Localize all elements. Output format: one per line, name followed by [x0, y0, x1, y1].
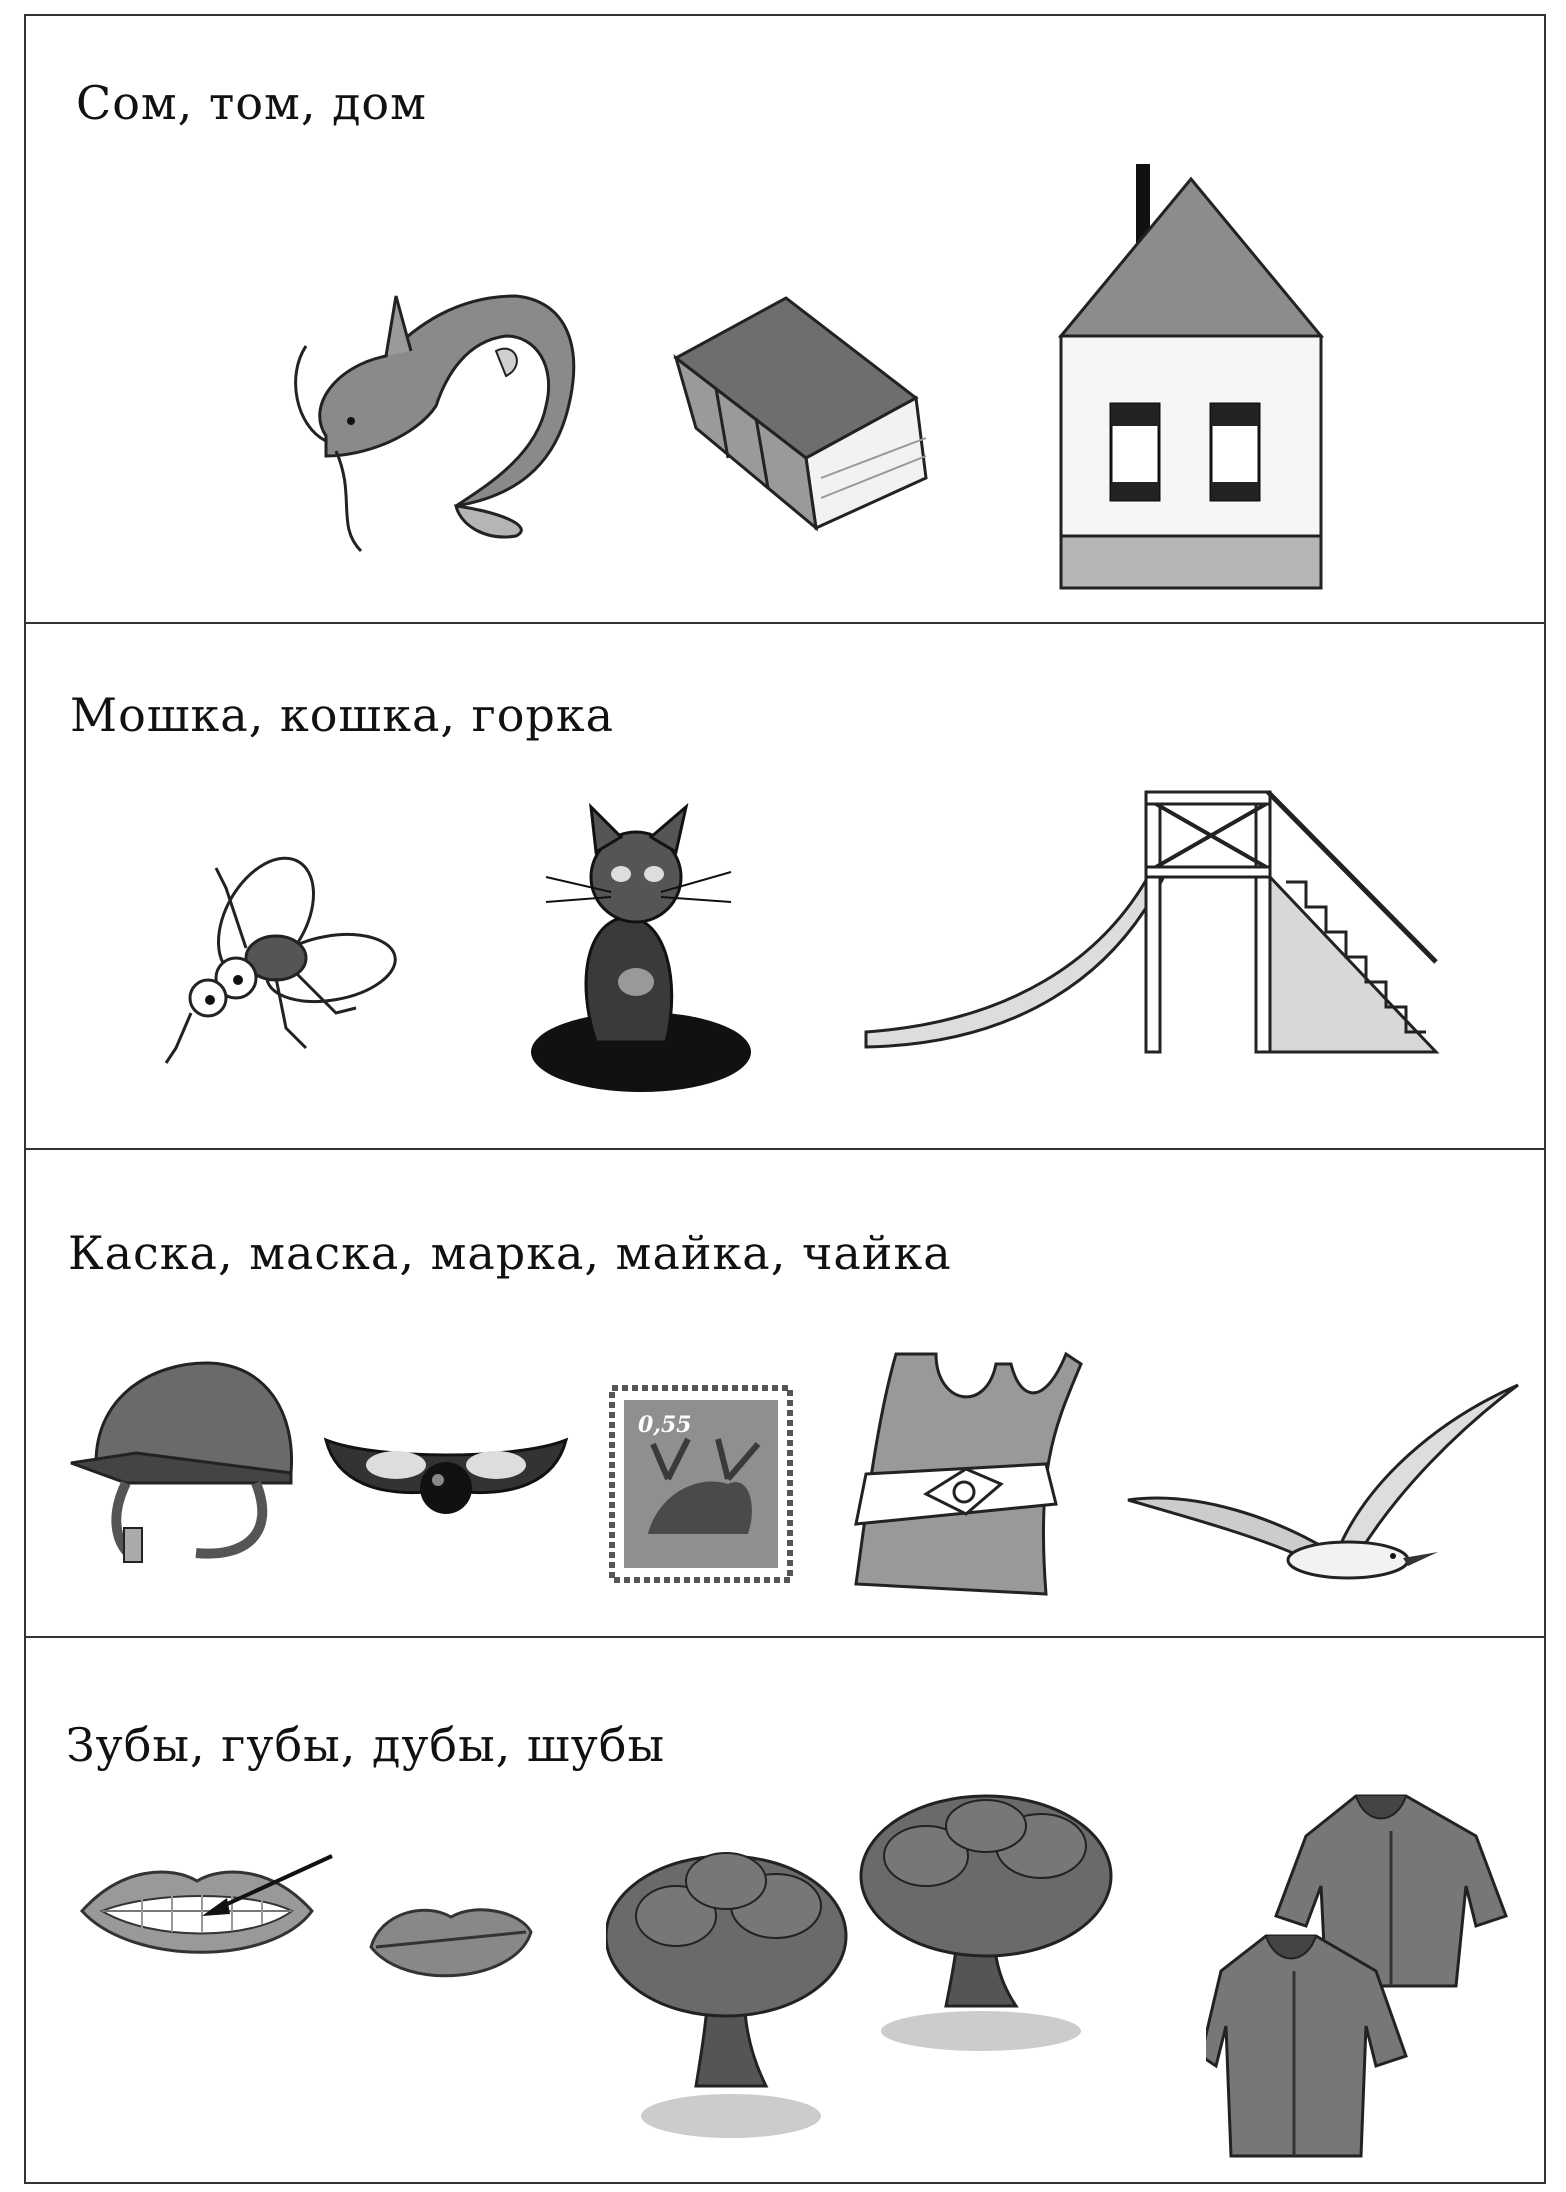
stamp-value: 0,55: [638, 1412, 692, 1438]
gnat-picture: [146, 848, 406, 1068]
row-panel-3: [26, 1148, 1544, 1638]
seagull-picture: [1108, 1380, 1528, 1590]
row-heading: Мошка, кошка, горка: [70, 688, 615, 742]
cat-picture: [516, 802, 756, 1102]
fur-coats-picture: [1206, 1786, 1526, 2166]
house-picture: [1056, 164, 1326, 594]
row-heading: Зубы, губы, дубы, шубы: [66, 1718, 666, 1772]
lips-picture: [366, 1892, 536, 2002]
row-panel-4: [26, 1636, 1544, 2182]
oak-trees-picture: [606, 1786, 1166, 2156]
oak-tree-right: [861, 1796, 1111, 2051]
row-panel-2: [26, 622, 1544, 1150]
teeth-picture: [72, 1836, 342, 1986]
row-panel-1: [26, 16, 1544, 624]
worksheet: [24, 14, 1546, 2184]
catfish-picture: [266, 256, 596, 556]
mask-picture: [316, 1420, 576, 1520]
row-heading: Сом, том, дом: [76, 76, 427, 130]
helmet-picture: [66, 1353, 306, 1573]
row-heading: Каска, маска, марка, майка, чайка: [68, 1226, 952, 1280]
tank-top-picture: [836, 1344, 1086, 1604]
book-picture: [656, 278, 976, 538]
stamp-picture: [608, 1384, 794, 1584]
oak-tree-left: [606, 1853, 846, 2138]
slide-picture: [856, 782, 1456, 1062]
